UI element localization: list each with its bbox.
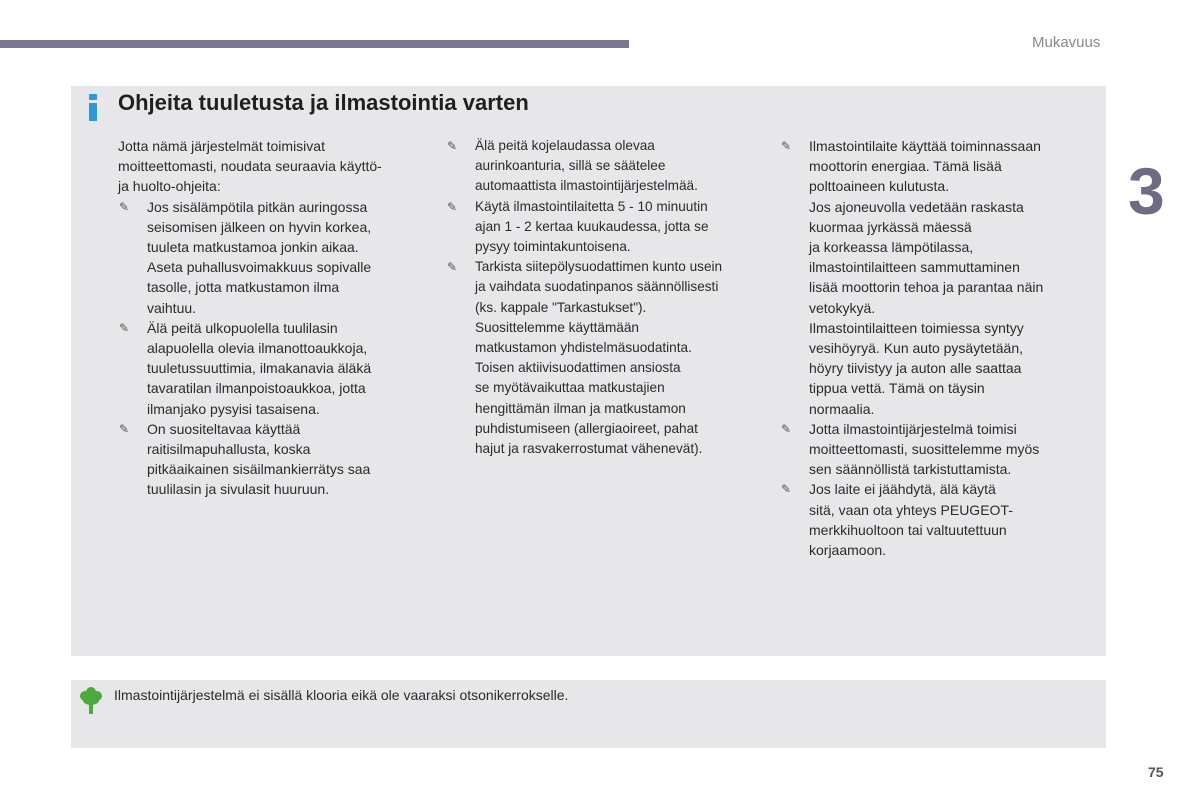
info-icon	[88, 94, 98, 120]
bullet-item: ✎ Jotta ilmastointijärjestelmä toimisi moitteettomasti, suosittelemme myös sen säännöllistä tarkistuttamista.	[781, 420, 1040, 478]
pencil-bullet-icon: ✎	[119, 421, 130, 436]
pencil-bullet-icon: ✎	[781, 421, 792, 436]
info-panel	[71, 86, 1106, 656]
pencil-bullet-icon: ✎	[781, 139, 792, 153]
tree-icon	[80, 687, 102, 714]
pencil-bullet-icon: ✎	[447, 139, 458, 153]
pencil-bullet-icon: ✎	[447, 260, 458, 275]
page-number: 75	[1148, 764, 1164, 780]
bullet-item: ✎ Jos laite ei jäähdytä, älä käytä sitä, vaan ota yhteys PEUGEOT- merkkihuoltoon tai valtuutettuun korjaamoon.	[781, 481, 1013, 559]
column-2	[446, 136, 746, 459]
bullet-item: ✎ Tarkista siitepölysuodattimen kunto usein ja vaihdata suodatinpanos säännöllisesti (ks. kappale "Tarkastukset"). Suosittelemme käyttämään matkustamon yhdistelmäsuodatinta. Toisen aktiivisuodattimen ansiosta se myötävaikuttaa matkustajien hengittämän ilman ja matkustamon puhdistumiseen (allergiaoireet, pahat hajut ja rasvakerrostumat vähenevät).	[447, 259, 723, 457]
section-title: Mukavuus	[1032, 34, 1101, 51]
column-3	[780, 136, 1080, 560]
pencil-bullet-icon: ✎	[781, 482, 792, 497]
bullet-item: ✎ Käytä ilmastointilaitetta 5 - 10 minuutin ajan 1 - 2 kertaa kuukaudessa, jotta se pysyy toimintakuntoisena.	[447, 198, 709, 255]
eco-note-text: Ilmastointijärjestelmä ei sisällä klooria eikä ole vaaraksi otsonikerrokselle.	[114, 687, 569, 703]
bullet-item: ✎ Jos sisälämpötila pitkän auringossa seisomisen jälkeen on hyvin korkea, tuuleta matkustamoa jonkin aikaa. Aseta puhallusvoimakkuus sopivalle tasolle, jotta matkustamon ilma vaihtuu.	[119, 198, 372, 316]
pencil-bullet-icon: ✎	[119, 320, 130, 335]
pencil-bullet-icon: ✎	[447, 199, 458, 214]
bullet-item: ✎ Älä peitä ulkopuolella tuulilasin alapuolella olevia ilmanottoaukkoja, tuuletussuuttimia, ilmakanavia äläkä tavaratilan ilmanpoistoaukkoa, jotta ilmanjako pysyisi tasaisena.	[119, 319, 372, 417]
pencil-bullet-icon: ✎	[119, 199, 130, 214]
column-1	[118, 136, 418, 500]
eco-note-panel	[71, 680, 1106, 748]
panel-title: Ohjeita tuuletusta ja ilmastointia varten	[118, 90, 529, 115]
bullet-item: ✎ Ilmastointilaite käyttää toiminnassaan moottorin energiaa. Tämä lisää polttoaineen kulutusta. Jos ajoneuvolla vedetään raskasta kuormaa jyrkässä mäessä ja korkeassa lämpötilassa, ilmastointilaitteen sammuttaminen lisää moottorin tehoa ja parantaa näin vetokykyä. Ilmastointilaitteen toimiessa syntyy vesihöyryä. Kun auto pysäytetään, höyry tiivistyy ja auton alle saattaa tippua vettä. Tämä on täysin normaalia.	[781, 138, 1044, 417]
bullet-item: ✎ Älä peitä kojelaudassa olevaa aurinkoanturia, sillä se säätelee automaattista ilmastointijärjestelmää.	[447, 138, 698, 194]
header-accent-bar	[0, 40, 629, 48]
intro-paragraph: Jotta nämä järjestelmät toimisivat moitteettomasti, noudata seuraavia käyttö- ja huolto-ohjeita:	[118, 138, 382, 195]
bullet-item: ✎ On suositeltavaa käyttää raitisilmapuhallusta, koska pitkäaikainen sisäilmankierrätys saa tuulilasin ja sivulasit huuruun.	[119, 420, 371, 498]
chapter-number: 3	[1128, 154, 1165, 228]
